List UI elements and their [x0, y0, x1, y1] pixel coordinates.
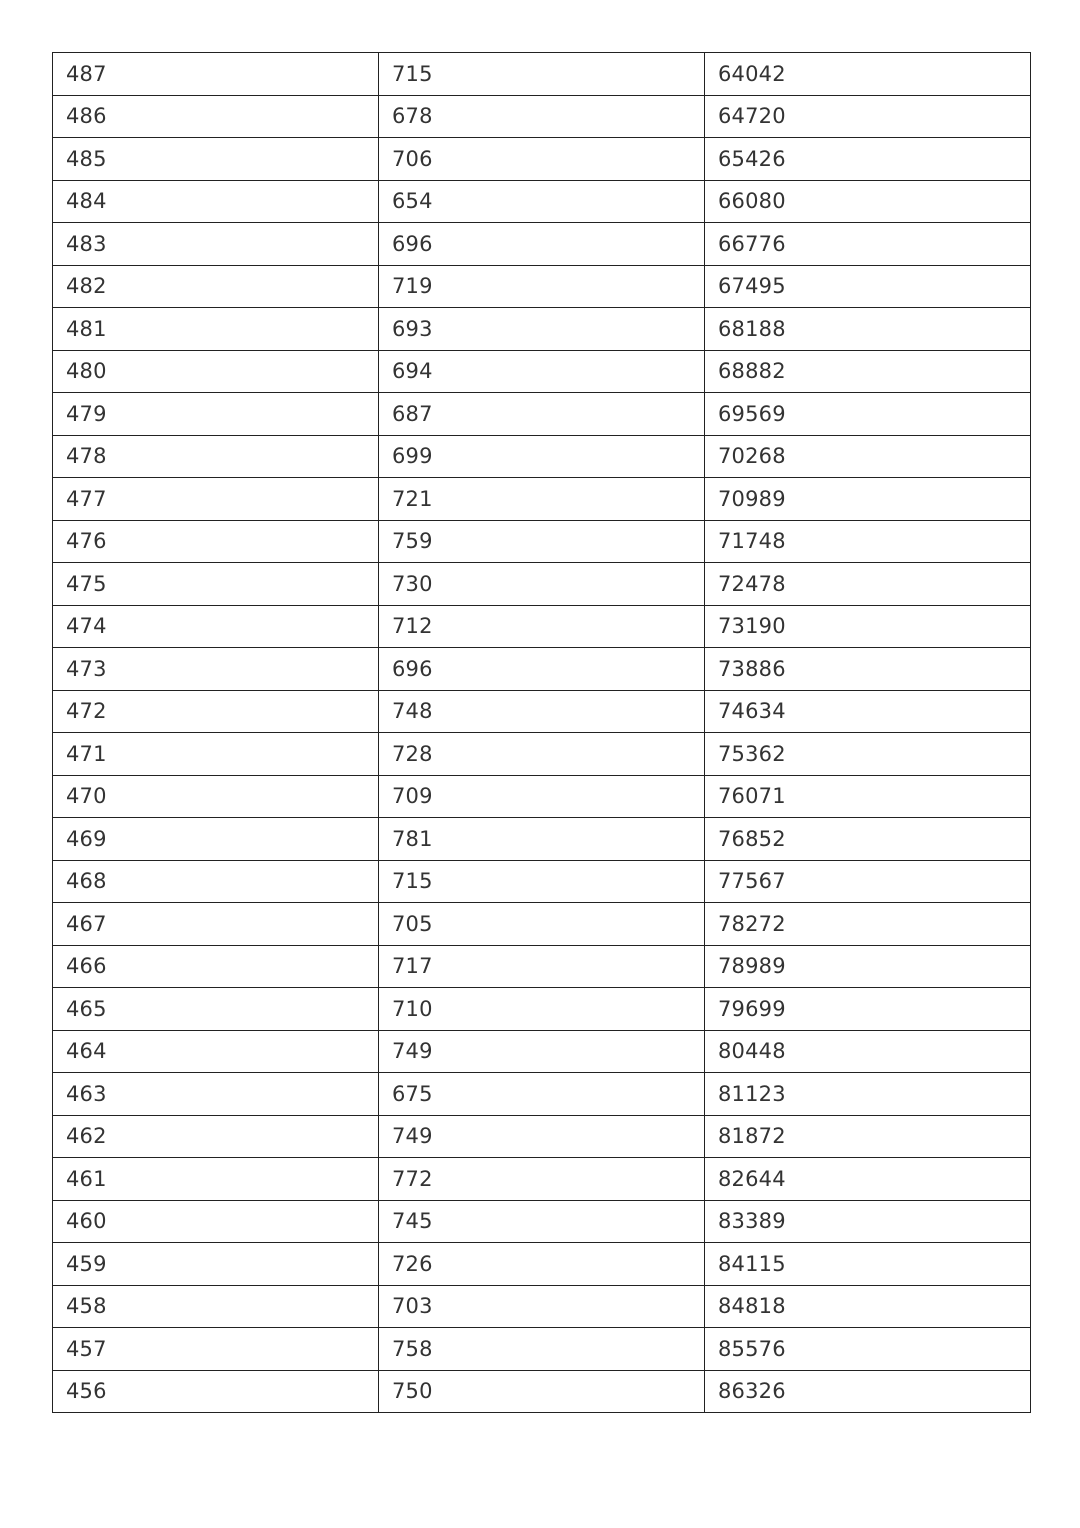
score-cell: 468 [53, 860, 379, 903]
cumulative-cell: 71748 [705, 520, 1031, 563]
table-row [53, 1115, 1031, 1158]
cumulative-cell: 83389 [705, 1200, 1031, 1243]
count-cell: 699 [379, 435, 705, 478]
table-row [53, 1158, 1031, 1201]
table-row [53, 520, 1031, 563]
score-cell: 487 [53, 53, 379, 96]
cumulative-cell: 85576 [705, 1328, 1031, 1371]
score-cell: 467 [53, 903, 379, 946]
cumulative-cell: 68188 [705, 308, 1031, 351]
cumulative-cell: 70268 [705, 435, 1031, 478]
count-cell: 728 [379, 733, 705, 776]
count-cell: 709 [379, 775, 705, 818]
score-cell: 482 [53, 265, 379, 308]
cumulative-cell: 80448 [705, 1030, 1031, 1073]
cumulative-cell: 78989 [705, 945, 1031, 988]
count-cell: 678 [379, 95, 705, 138]
count-cell: 721 [379, 478, 705, 521]
table-row [53, 350, 1031, 393]
score-cell: 475 [53, 563, 379, 606]
count-cell: 758 [379, 1328, 705, 1371]
cumulative-cell: 73886 [705, 648, 1031, 691]
count-cell: 730 [379, 563, 705, 606]
table-row [53, 605, 1031, 648]
count-cell: 717 [379, 945, 705, 988]
score-cell: 465 [53, 988, 379, 1031]
cumulative-cell: 76071 [705, 775, 1031, 818]
count-cell: 706 [379, 138, 705, 181]
count-cell: 710 [379, 988, 705, 1031]
score-cell: 457 [53, 1328, 379, 1371]
cumulative-cell: 67495 [705, 265, 1031, 308]
table-row [53, 1370, 1031, 1413]
score-table [52, 52, 1031, 1413]
table-row [53, 1243, 1031, 1286]
table-body [53, 53, 1031, 1413]
cumulative-cell: 84115 [705, 1243, 1031, 1286]
score-cell: 481 [53, 308, 379, 351]
score-cell: 480 [53, 350, 379, 393]
cumulative-cell: 81872 [705, 1115, 1031, 1158]
count-cell: 654 [379, 180, 705, 223]
score-cell: 477 [53, 478, 379, 521]
count-cell: 696 [379, 223, 705, 266]
count-cell: 726 [379, 1243, 705, 1286]
table-row [53, 435, 1031, 478]
cumulative-cell: 66776 [705, 223, 1031, 266]
table-row [53, 138, 1031, 181]
table-row [53, 53, 1031, 96]
score-cell: 478 [53, 435, 379, 478]
score-cell: 479 [53, 393, 379, 436]
count-cell: 759 [379, 520, 705, 563]
cumulative-cell: 69569 [705, 393, 1031, 436]
cumulative-cell: 64042 [705, 53, 1031, 96]
score-cell: 470 [53, 775, 379, 818]
count-cell: 694 [379, 350, 705, 393]
cumulative-cell: 72478 [705, 563, 1031, 606]
table-row [53, 818, 1031, 861]
table-row [53, 563, 1031, 606]
cumulative-cell: 75362 [705, 733, 1031, 776]
cumulative-cell: 86326 [705, 1370, 1031, 1413]
table-row [53, 95, 1031, 138]
table-row [53, 1073, 1031, 1116]
count-cell: 705 [379, 903, 705, 946]
count-cell: 675 [379, 1073, 705, 1116]
count-cell: 687 [379, 393, 705, 436]
table-row [53, 690, 1031, 733]
table-row [53, 308, 1031, 351]
score-cell: 474 [53, 605, 379, 648]
cumulative-cell: 76852 [705, 818, 1031, 861]
count-cell: 715 [379, 53, 705, 96]
count-cell: 781 [379, 818, 705, 861]
table-row [53, 775, 1031, 818]
score-cell: 483 [53, 223, 379, 266]
cumulative-cell: 68882 [705, 350, 1031, 393]
cumulative-cell: 84818 [705, 1285, 1031, 1328]
table-row [53, 945, 1031, 988]
score-cell: 473 [53, 648, 379, 691]
table-row [53, 180, 1031, 223]
count-cell: 772 [379, 1158, 705, 1201]
cumulative-cell: 81123 [705, 1073, 1031, 1116]
table-row [53, 393, 1031, 436]
score-cell: 466 [53, 945, 379, 988]
cumulative-cell: 74634 [705, 690, 1031, 733]
cumulative-cell: 70989 [705, 478, 1031, 521]
score-cell: 469 [53, 818, 379, 861]
score-cell: 463 [53, 1073, 379, 1116]
count-cell: 715 [379, 860, 705, 903]
score-cell: 461 [53, 1158, 379, 1201]
table-row [53, 1200, 1031, 1243]
cumulative-cell: 79699 [705, 988, 1031, 1031]
count-cell: 749 [379, 1030, 705, 1073]
cumulative-cell: 73190 [705, 605, 1031, 648]
cumulative-cell: 66080 [705, 180, 1031, 223]
score-cell: 459 [53, 1243, 379, 1286]
table-row [53, 903, 1031, 946]
count-cell: 693 [379, 308, 705, 351]
count-cell: 748 [379, 690, 705, 733]
count-cell: 749 [379, 1115, 705, 1158]
score-cell: 456 [53, 1370, 379, 1413]
score-cell: 486 [53, 95, 379, 138]
table-row [53, 1328, 1031, 1371]
cumulative-cell: 77567 [705, 860, 1031, 903]
score-cell: 458 [53, 1285, 379, 1328]
count-cell: 712 [379, 605, 705, 648]
table-row [53, 860, 1031, 903]
table-row [53, 478, 1031, 521]
table-row [53, 1285, 1031, 1328]
count-cell: 703 [379, 1285, 705, 1328]
count-cell: 745 [379, 1200, 705, 1243]
table-row [53, 223, 1031, 266]
cumulative-cell: 82644 [705, 1158, 1031, 1201]
score-cell: 462 [53, 1115, 379, 1158]
score-cell: 485 [53, 138, 379, 181]
table-row [53, 648, 1031, 691]
count-cell: 719 [379, 265, 705, 308]
count-cell: 750 [379, 1370, 705, 1413]
score-cell: 484 [53, 180, 379, 223]
cumulative-cell: 64720 [705, 95, 1031, 138]
cumulative-cell: 65426 [705, 138, 1031, 181]
cumulative-cell: 78272 [705, 903, 1031, 946]
table-row [53, 265, 1031, 308]
score-cell: 471 [53, 733, 379, 776]
count-cell: 696 [379, 648, 705, 691]
score-cell: 472 [53, 690, 379, 733]
table-row [53, 988, 1031, 1031]
table-row [53, 733, 1031, 776]
score-cell: 460 [53, 1200, 379, 1243]
table-row [53, 1030, 1031, 1073]
score-cell: 476 [53, 520, 379, 563]
score-cell: 464 [53, 1030, 379, 1073]
